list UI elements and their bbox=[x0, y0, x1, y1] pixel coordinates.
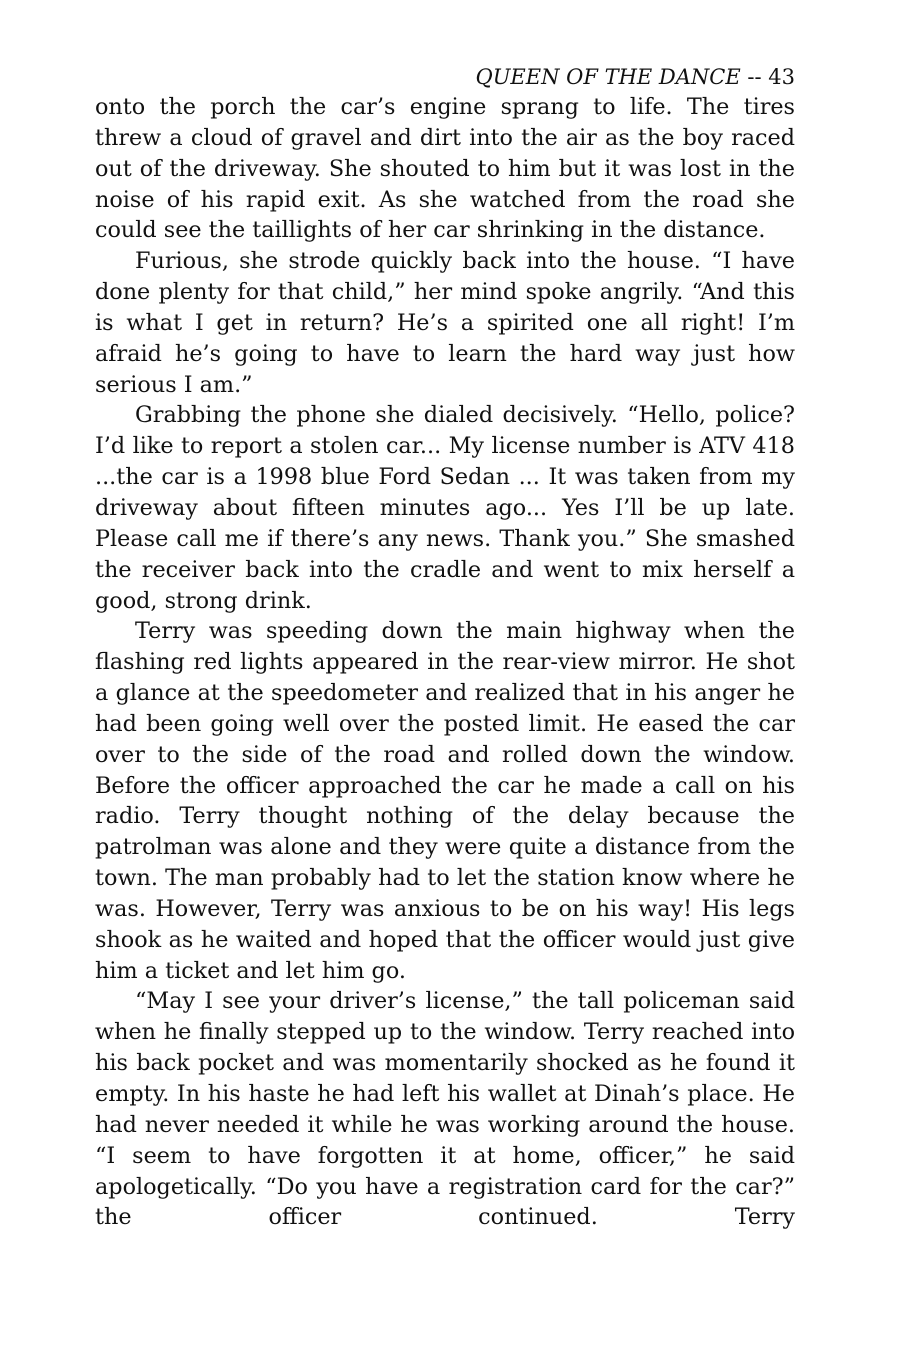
running-title: QUEEN OF THE DANCE bbox=[475, 65, 741, 89]
paragraph-last: “May I see your driver’s license,” the tall policeman said when he finally stepped up to the window. Terry reached into his back pocket and was momentarily shocked as he found it empty. In his haste he had left his wallet at Dinah’s place. He had never needed it while he was working around the house. “I seem to have forgotten it at home, officer,” he said apologetically. “Do you have a registration card for the car?” the officer continued. Terry bbox=[95, 988, 795, 1231]
paragraph: Grabbing the phone she dialed decisively. “Hello, police? I’d like to report a stolen car... My license number is ATV 418 ...the car is a 1998 blue Ford Sedan ... It was taken from my driveway about fifteen minutes ago... Yes I’ll be up late. Please call me if there’s any news. Thank you.” She smashed the receiver back into the cradle and went to mix herself a good, strong drink. bbox=[95, 402, 795, 614]
page-number: 43 bbox=[768, 65, 795, 89]
paragraph: Furious, she strode quickly back into the house. “I have done plenty for that child,” her mind spoke angrily. “And this is what I get in return? He’s a spirited one all right! I’m afraid he’s going to have to learn the hard way just how serious I am.” bbox=[95, 248, 795, 398]
paragraph: Terry was speeding down the main highway when the flashing red lights appeared in the rear-view mirror. He shot a glance at the speedometer and realized that in his anger he had been going well over the posted limit. He eased the car over to the side of the road and rolled down the window. Before the officer approached the car he made a call on his radio. Terry thought nothing of the delay because the patrolman was alone and they were quite a distance from the town. The man probably had to let the station know where he was. However, Terry was anxious to be on his way! His legs shook as he waited and hoped that the officer would just give him a ticket and let him go. bbox=[95, 618, 795, 984]
header-separator: -- bbox=[747, 65, 762, 89]
paragraph-continued: onto the porch the car’s engine sprang to life. The tires threw a cloud of gravel and dirt into the air as the boy raced out of the driveway. She shouted to him but it was lost in the noise of his rapid exit. As she watched from the road she could see the taillights of her car shrinking in the distance. bbox=[95, 94, 795, 244]
book-page bbox=[95, 62, 795, 1233]
running-head bbox=[95, 62, 795, 92]
body-text bbox=[95, 92, 795, 1233]
